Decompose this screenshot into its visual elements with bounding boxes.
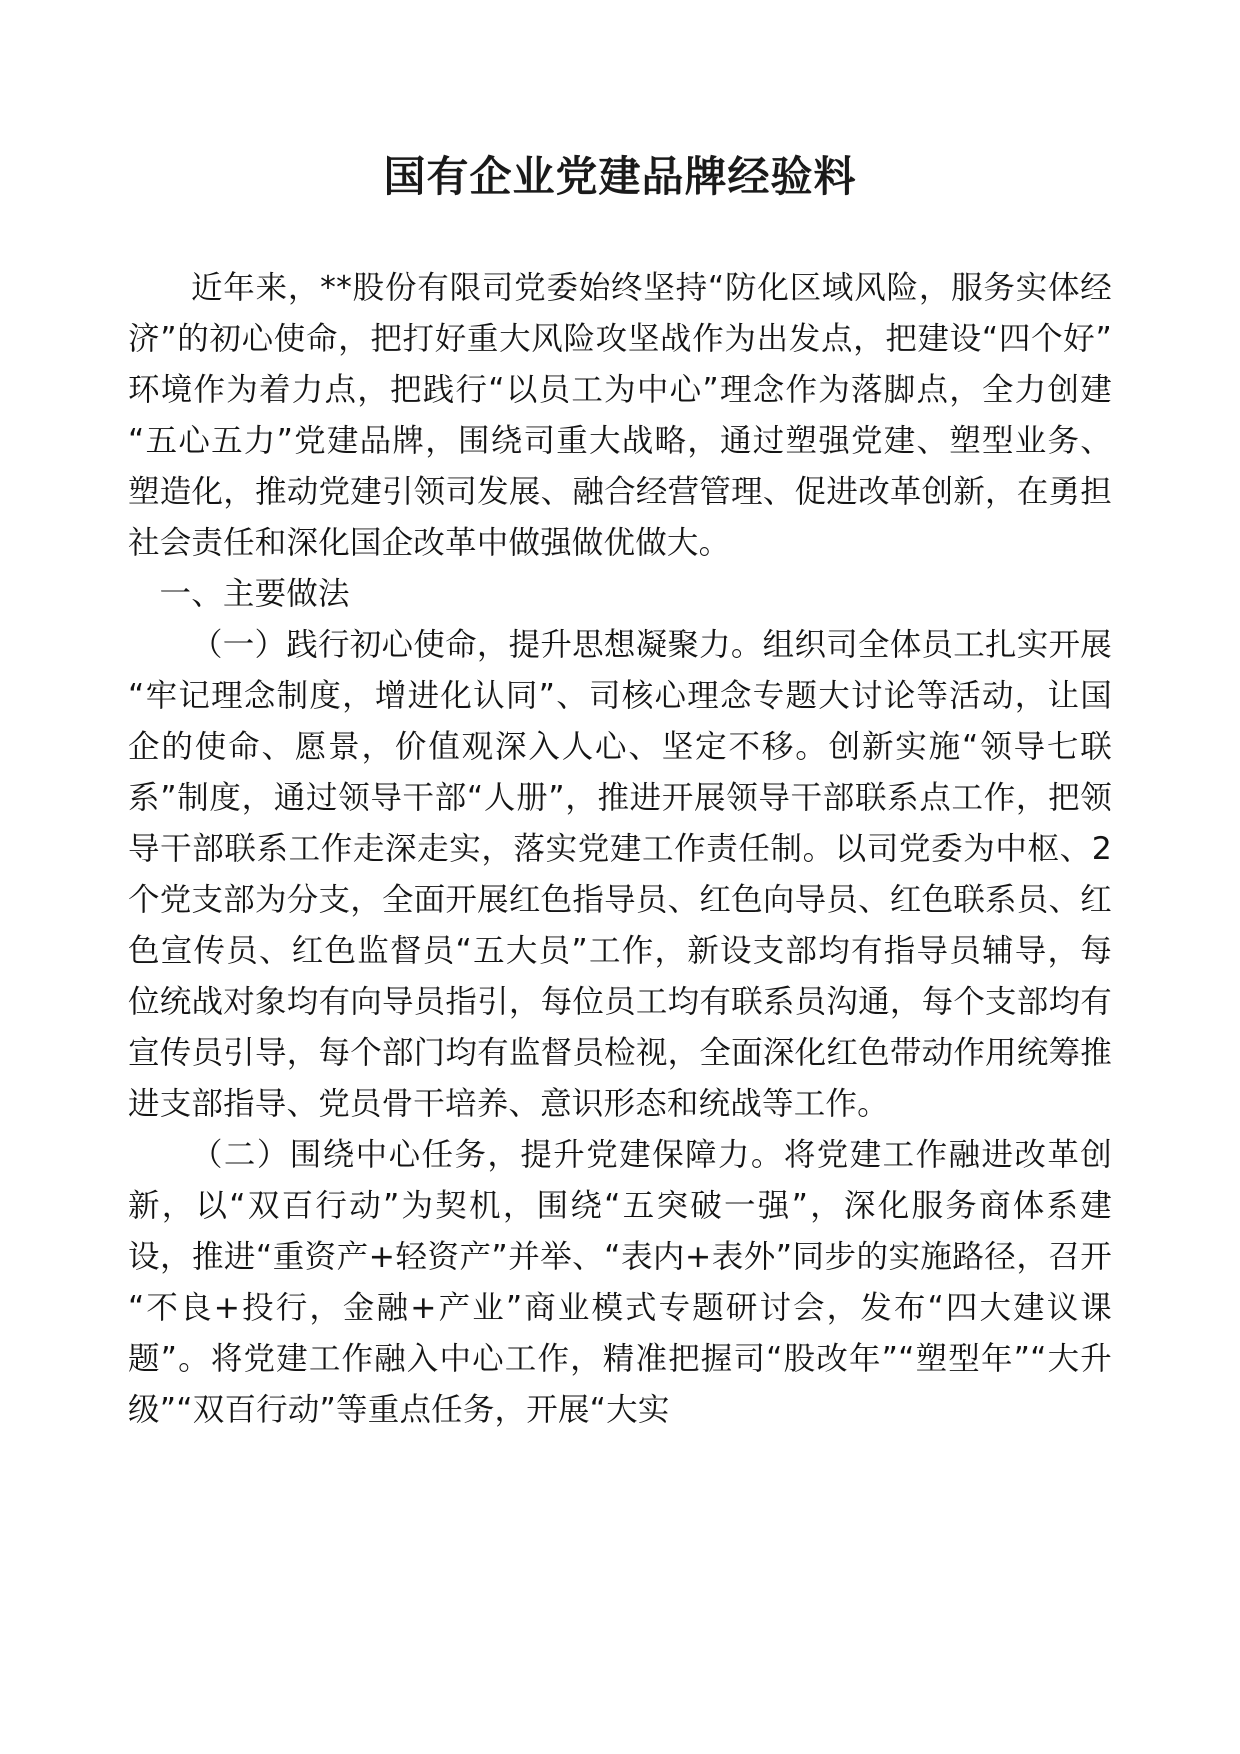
paragraph-section-one: （一）践行初心使命，提升思想凝聚力。组织司全体员工扎实开展“牢记理念制度，增进化认同”、司核心理念专题大讨论等活动，让国企的使命、愿景，价值观深入人心、坚定不移。创新实施“领导七联系”制度，通过领导干部“人册”，推进开展领导干部联系点工作，把领导干部联系工作走深走实，落实党建工作责任制。以司党委为中枢、2 个党支部为分支，全面开展红色指导员、红色向导员、红色联系员、红色宣传员、红色监督员“五大员”工作，新设支部均有指导员辅导，每位统战对象均有向导员指引，每位员工均有联系员沟通，每个支部均有宣传员引导，每个部门均有监督员检视，全面深化红色带动作用统筹推进支部指导、党员骨干培养、意识形态和统战等工作。: [128, 626, 1112, 1122]
page-title: 国有企业党建品牌经验料: [383, 152, 857, 201]
paragraph-section-two: （二）围绕中心任务，提升党建保障力。将党建工作融进改革创新，以“双百行动”为契机，围绕“五突破一强”，深化服务商体系建设，推进“重资产+轻资产”并举、“表内+表外”同步的实施路径，召开“不良+投行，金融+产业”商业模式专题研讨会，发布“四大建议课题”。将党建工作融入中心工作，精准把握司“股改年”“塑型年”“大升级”“双百行动”等重点任务，开展“大实: [128, 1136, 1112, 1428]
section-heading-main-practices: 一、主要做法: [159, 575, 350, 612]
document-body: [128, 263, 1112, 1436]
paragraph-opening: 近年来，**股份有限司党委始终坚持“防化区域风险，服务实体经济”的初心使命，把打好重大风险攻坚战作为出发点，把建设“四个好”环境作为着力点，把践行“以员工为中心”理念作为落脚点，全力创建“五心五力”党建品牌，围绕司重大战略，通过塑强党建、塑型业务、塑造化，推动党建引领司发展、融合经营管理、促进改革创新，在勇担社会责任和深化国企改革中做强做优做大。: [128, 269, 1112, 561]
